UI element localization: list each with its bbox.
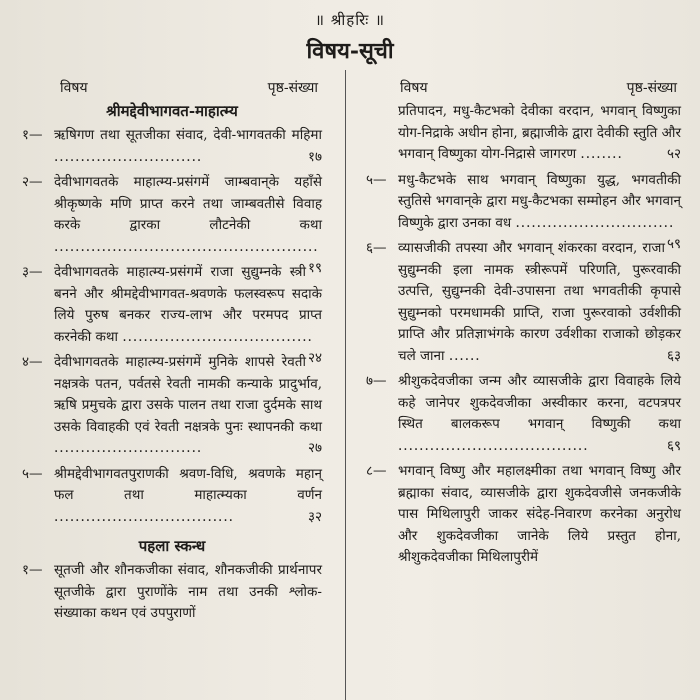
page-number-heading: पृष्ठ-संख्या <box>267 80 318 96</box>
entry-number: ४— <box>22 354 43 370</box>
entry-page: ६३ <box>666 347 681 364</box>
toc-entry[interactable]: ६— व्यासजीकी तपस्या और भगवान् शंकरका वरदान, राजा सुद्युम्नकी इला नामक स्त्रीरूपमें परिणति, पुरूरवाकी उत्पत्ति, सुद्युम्नकी देवी-उपासना तथा भगवतीकी कृपासे सुद्युम्नको परमधामकी प्राप्ति, राजा पुरूरवाको उर्वशीकी प्राप्ति और प्रतिज्ञाभंगके कारण उर्वशीका राजाको छोड़कर चले जाना ...... ६३ <box>366 238 681 367</box>
entry-text: व्यासजीकी तपस्या और भगवान् शंकरका वरदान, राजा सुद्युम्नकी इला नामक स्त्रीरूपमें परिणति, पुरूरवाकी उत्पत्ति, सुद्युम्नकी देवी-उपासना तथा भगवतीकी कृपासे सुद्युम्नको परमधामकी प्राप्ति, राजा पुरूरवाको उर्वशीकी प्राप्ति और प्रतिज्ञाभंगके कारण उर्वशीका राजाको छोड़कर चले जाना <box>398 240 681 364</box>
toc-entry[interactable] <box>366 461 681 569</box>
toc-entry[interactable]: ५— श्रीमद्देवीभागवतपुराणकी श्रवण-विधि, श्रवणके महान् फल तथा माहात्म्यका वर्णन .................................. ३२ <box>22 464 322 529</box>
entry-page: १९ <box>307 260 322 276</box>
entry-page: ५९ <box>666 236 681 252</box>
entry-page: २४ <box>307 350 322 366</box>
entry-text: ऋषिगण तथा सूतजीका संवाद, देवी-भागवतकी महिमा <box>54 127 322 143</box>
left-column-header <box>22 78 322 97</box>
entry-number: २— <box>22 174 43 190</box>
entry-number: ६— <box>366 240 387 256</box>
right-column <box>366 78 681 573</box>
left-column <box>22 78 322 629</box>
page-title: विषय-सूची <box>306 38 394 64</box>
toc-entry[interactable]: १— ऋषिगण तथा सूतजीका संवाद, देवी-भागवतकी महिमा ............................ १७ <box>22 125 322 168</box>
entry-number: १— <box>22 127 43 143</box>
entry-page: ५२ <box>666 146 681 162</box>
entry-number: १— <box>22 562 43 578</box>
subject-heading: विषय <box>400 80 428 96</box>
entry-text: सूतजी और शौनकजीका संवाद, शौनकजीकी प्रार्थनापर सूतजीके द्वारा पुराणोंके नाम तथा उनकी श्लोक-संख्याका कथन एवं उपपुराणों <box>54 562 322 621</box>
entry-text: देवीभागवतके माहात्म्य-प्रसंगमें जाम्बवान्‌के यहाँसे श्रीकृष्णके मणि प्राप्त करने तथा जाम्बवतीसे विवाह करके द्वारका लौटनेकी कथा <box>54 174 322 233</box>
toc-entry[interactable]: २— देवीभागवतके माहात्म्य-प्रसंगमें जाम्बवान्‌के यहाँसे श्रीकृष्णके मणि प्राप्त करने तथा जाम्बवतीसे विवाह करके द्वारका लौटनेकी कथा .................................................. १९ <box>22 172 322 258</box>
entry-page: ३२ <box>307 508 322 525</box>
subject-heading: विषय <box>60 80 88 96</box>
toc-entry-continued[interactable]: प्रतिपादन, मधु-कैटभको देवीका वरदान, भगवान् विष्णुका योग-निद्राके अधीन होना, ब्रह्माजीके द्वारा देवीकी स्तुति और भगवान् विष्णुका योग-निद्रासे जागरण ........ ५२ <box>366 101 681 166</box>
section-title-mahatmya: श्रीमद्देवीभागवत-माहात्म्य <box>106 102 238 120</box>
page-number-heading: पृष्ठ-संख्या <box>626 80 677 96</box>
entry-text: देवीभागवतके माहात्म्य-प्रसंगमें मुनिके शापसे रेवती नक्षत्रके पतन, पर्वतसे रेवती नामकी कन्याके प्रादुर्भाव, ऋषि प्रमुचके द्वारा उसके पालन तथा राजा दुर्दमके साथ उसके विवाहकी एवं रेवती नक्षत्रके पुनः स्थापनकी कथा <box>54 354 322 435</box>
right-column-header <box>366 78 681 97</box>
toc-entry[interactable]: ५— मधु-कैटभके साथ भगवान् विष्णुका युद्ध, भगवतीकी स्तुतिसे भगवान्‌के द्वारा मधु-कैटभका सम्मोहन और भगवान् विष्णुके द्वारा उनका वध .............................. ५९ <box>366 170 681 235</box>
entry-page: ६९ <box>666 437 681 454</box>
entry-text: देवीभागवतके माहात्म्य-प्रसंगमें राजा सुद्युम्नके स्त्री बनने और श्रीमद्देवीभागवत-श्रवणके फलस्वरूप सदाके लिये पुरुष बनकर राज्य-लाभ और परमपद प्राप्त करनेकी कथा <box>54 264 322 345</box>
entry-text: भगवान् विष्णु और महालक्ष्मीका तथा भगवान् विष्णु और ब्रह्माका संवाद, व्यासजीके द्वारा शुकदेवजीसे जनकजीके पास मिथिलापुरी जाकर संदेह-निवारण करनेका अनुरोध और शुकदेवजीका जानेके लिये प्रस्तुत होना, श्रीशुकदेवजीका मिथिलापुरीमें <box>398 463 681 565</box>
entry-text: मधु-कैटभके साथ भगवान् विष्णुका युद्ध, भगवतीकी स्तुतिसे भगवान्‌के द्वारा मधु-कैटभका सम्मोहन और भगवान् विष्णुके द्वारा उनका वध <box>398 171 681 231</box>
entry-text: प्रतिपादन, मधु-कैटभको देवीका वरदान, भगवान् विष्णुका योग-निद्राके अधीन होना, ब्रह्माजीके द्वारा देवीकी स्तुति और भगवान् विष्णुका योग-निद्रासे जागरण <box>398 103 681 162</box>
entry-text: श्रीमद्देवीभागवतपुराणकी श्रवण-विधि, श्रवणके महान् फल तथा माहात्म्यका वर्णन <box>54 465 322 503</box>
toc-entry[interactable] <box>22 560 322 625</box>
toc-entry[interactable]: ७— श्रीशुकदेवजीका जन्म और व्यासजीके द्वारा विवाहके लिये कहे जानेपर शुकदेवजीका अस्वीकार करना, वटपत्रपर स्थित बालकरूप भगवान् विष्णुकी कथा .................................... ६९ <box>366 371 681 457</box>
invocation: ॥ श्रीहरिः ॥ <box>314 11 386 29</box>
toc-entry[interactable]: ३— देवीभागवतके माहात्म्य-प्रसंगमें राजा सुद्युम्नके स्त्री बनने और श्रीमद्देवीभागवत-श्रवणके फलस्वरूप सदाके लिये पुरुष बनकर राज्य-लाभ और परमपद प्राप्त करनेकी कथा .................................... २४ <box>22 262 322 348</box>
entry-number: ७— <box>366 373 387 389</box>
entry-text: श्रीशुकदेवजीका जन्म और व्यासजीके द्वारा विवाहके लिये कहे जानेपर शुकदेवजीका अस्वीकार करना, वटपत्रपर स्थित बालकरूप भगवान् विष्णुकी कथा <box>398 373 681 432</box>
entry-number: ५— <box>366 171 387 188</box>
entry-number: ५— <box>22 465 43 482</box>
entry-number: ३— <box>22 264 43 280</box>
entry-page: २७ <box>307 440 322 456</box>
entry-page: १७ <box>307 148 322 165</box>
entry-number: ८— <box>366 463 387 479</box>
section-title-first-skandha: पहला स्कन्ध <box>138 537 206 555</box>
column-divider <box>345 70 346 700</box>
toc-entry[interactable]: ४— देवीभागवतके माहात्म्य-प्रसंगमें मुनिके शापसे रेवती नक्षत्रके पतन, पर्वतसे रेवती नामकी कन्याके प्रादुर्भाव, ऋषि प्रमुचके द्वारा उसके पालन तथा राजा दुर्दमके साथ उसके विवाहकी एवं रेवती नक्षत्रके पुनः स्थापनकी कथा ............................ २७ <box>22 352 322 460</box>
